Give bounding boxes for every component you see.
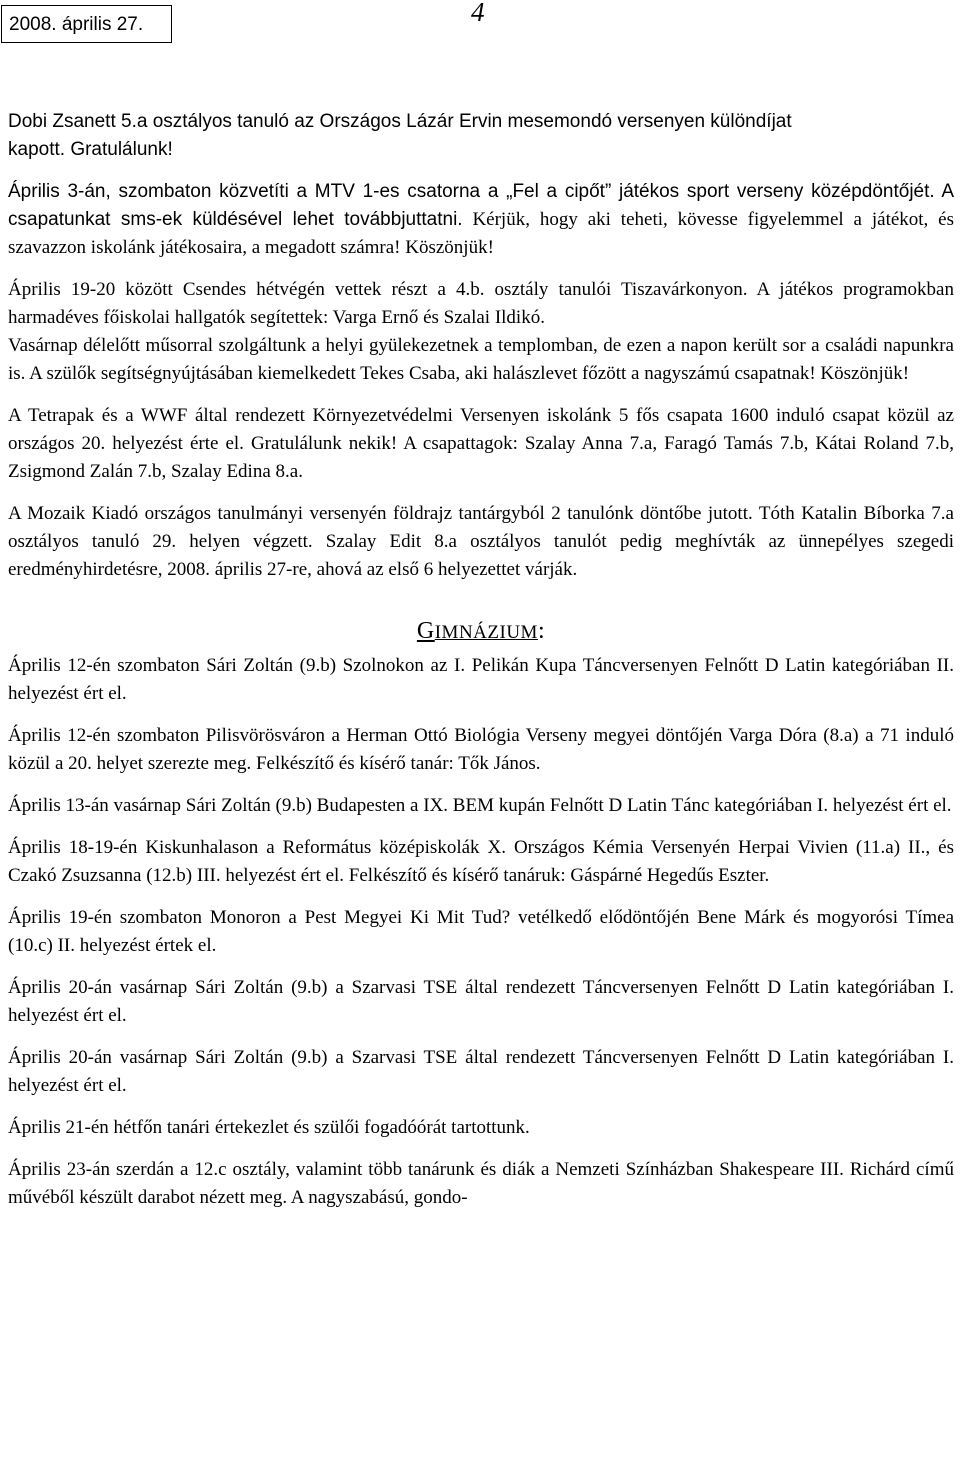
paragraph-mesemondo — [8, 108, 954, 164]
date-box: 2008. április 27. — [1, 5, 172, 43]
paragraph-tetrapak: A Tetrapak és a WWF által rendezett Környezetvédelmi Versenyen iskolánk 5 fős csapata 1600 induló csapat közül az országos 20. helyezést érte el. Gratulálunk nekik! A csapattagok: Szalay Anna 7.a, Faragó Tamás 7.b, Kátai Roland 7.b, Zsigmond Zalán 7.b, Szalay Edina 8.a. — [8, 405, 954, 482]
heading-initial: G — [416, 618, 435, 644]
paragraph-csendes-hetvege: Április 19-20 között Csendes hétvégén vettek részt a 4.b. osztály tanulói Tiszavárkonyon. A játékos programokban harmadéves főiskolai hallgatók segítettek: Varga Ernő és Szalai Ildikó. — [8, 279, 954, 328]
heading-rest: IMNÁZIUM — [434, 622, 538, 643]
gym-paragraph: Április 20-án vasárnap Sári Zoltán (9.b) a Szarvasi TSE által rendezett Táncversenyen Felnőtt D Latin kategóriában I. helyezést ért el. — [8, 977, 954, 1026]
paragraph-mesemondo-line-2: kapott. Gratulálunk! — [8, 139, 173, 160]
section-heading-gimnazium — [8, 616, 954, 648]
paragraph-mozaik: A Mozaik Kiadó országos tanulmányi versenyén földrajz tantárgyból 2 tanulónk döntőbe jutott. Tóth Katalin Bíborka 7.a osztályos tanuló 29. helyen végzett. Szalay Edit 8.a osztályos tanulót pedig meghívták az ünnepélyes szegedi eredményhirdetésre, 2008. április 27-re, ahová az első 6 helyezettet várják. — [8, 503, 954, 580]
gym-paragraph: Április 19-én szombaton Monoron a Pest Megyei Ki Mit Tud? vetélkedő elődöntőjén Bene Márk és mogyorósi Tímea (10.c) II. helyezést értek el. — [8, 907, 954, 956]
gym-paragraph: Április 23-án szerdán a 12.c osztály, valamint több tanárunk és diák a Nemzeti Színházban Shakespeare III. Richárd című művéből készült darabot nézett meg. A nagyszabású, gondo- — [8, 1159, 954, 1208]
gym-paragraph: Április 21-én hétfőn tanári értekezlet és szülői fogadóórát tartottunk. — [8, 1117, 530, 1138]
gym-paragraph: Április 20-án vasárnap Sári Zoltán (9.b) a Szarvasi TSE által rendezett Táncversenyen Felnőtt D Latin kategóriában I. helyezést ért el. — [8, 1047, 954, 1096]
gym-paragraph: Április 12-én szombaton Pilisvörösváron a Herman Ottó Biológia Verseny megyei döntőjén Varga Dóra (8.a) a 71 induló közül a 20. helyet szerezte meg. Felkészítő és kísérő tanár: Tők János. — [8, 725, 954, 774]
gym-paragraph: Április 12-én szombaton Sári Zoltán (9.b) Szolnokon az I. Pelikán Kupa Táncversenyen Felnőtt D Latin kategóriában II. helyezést ért el. — [8, 655, 954, 704]
heading-colon: : — [537, 618, 546, 644]
page-number: 4 — [471, 0, 485, 27]
paragraph-mtv-sans: Április 3-án, szombaton közvetíti a MTV 1-es csatorna a „Fel a cipőt” játékos sport verseny középdöntőjét. A csapatunkat sms-ek küldésével lehet továbbjuttatni. — [8, 181, 954, 230]
gym-paragraph: Április 18-19-én Kiskunhalason a Református középiskolák X. Országos Kémia Versenyén Herpai Vivien (11.a) II., és Czakó Zsuzsanna (12.b) III. helyezést ért el. Felkészítő és kísérő tanáruk: Gáspárné Hegedűs Eszter. — [8, 837, 954, 886]
article-body — [8, 108, 954, 1226]
paragraph-vasarnap: Vasárnap délelőtt műsorral szolgáltunk a helyi gyülekezetnek a templomban, de ezen a napon került sor a családi napunkra is. A szülők segítségnyújtásában kiemelkedett Tekes Csaba, aki halászlevet főzött a nagyszámú csapatnak! Köszönjük! — [8, 335, 954, 384]
paragraph-mtv-serif: Kérjük, hogy aki teheti, kövesse figyelemmel a játékot, és szavazzon iskolánk játékosaira, a megadott számra! Köszönjük! — [8, 209, 955, 258]
paragraph-mtv — [8, 178, 954, 262]
gym-paragraph: Április 13-án vasárnap Sári Zoltán (9.b) Budapesten a IX. BEM kupán Felnőtt D Latin Tánc kategóriában I. helyezést ért el. — [8, 795, 952, 816]
paragraph-mesemondo-line-1: Dobi Zsanett 5.a osztályos tanuló az Országos Lázár Ervin mesemondó versenyen különdíjat — [8, 111, 792, 132]
